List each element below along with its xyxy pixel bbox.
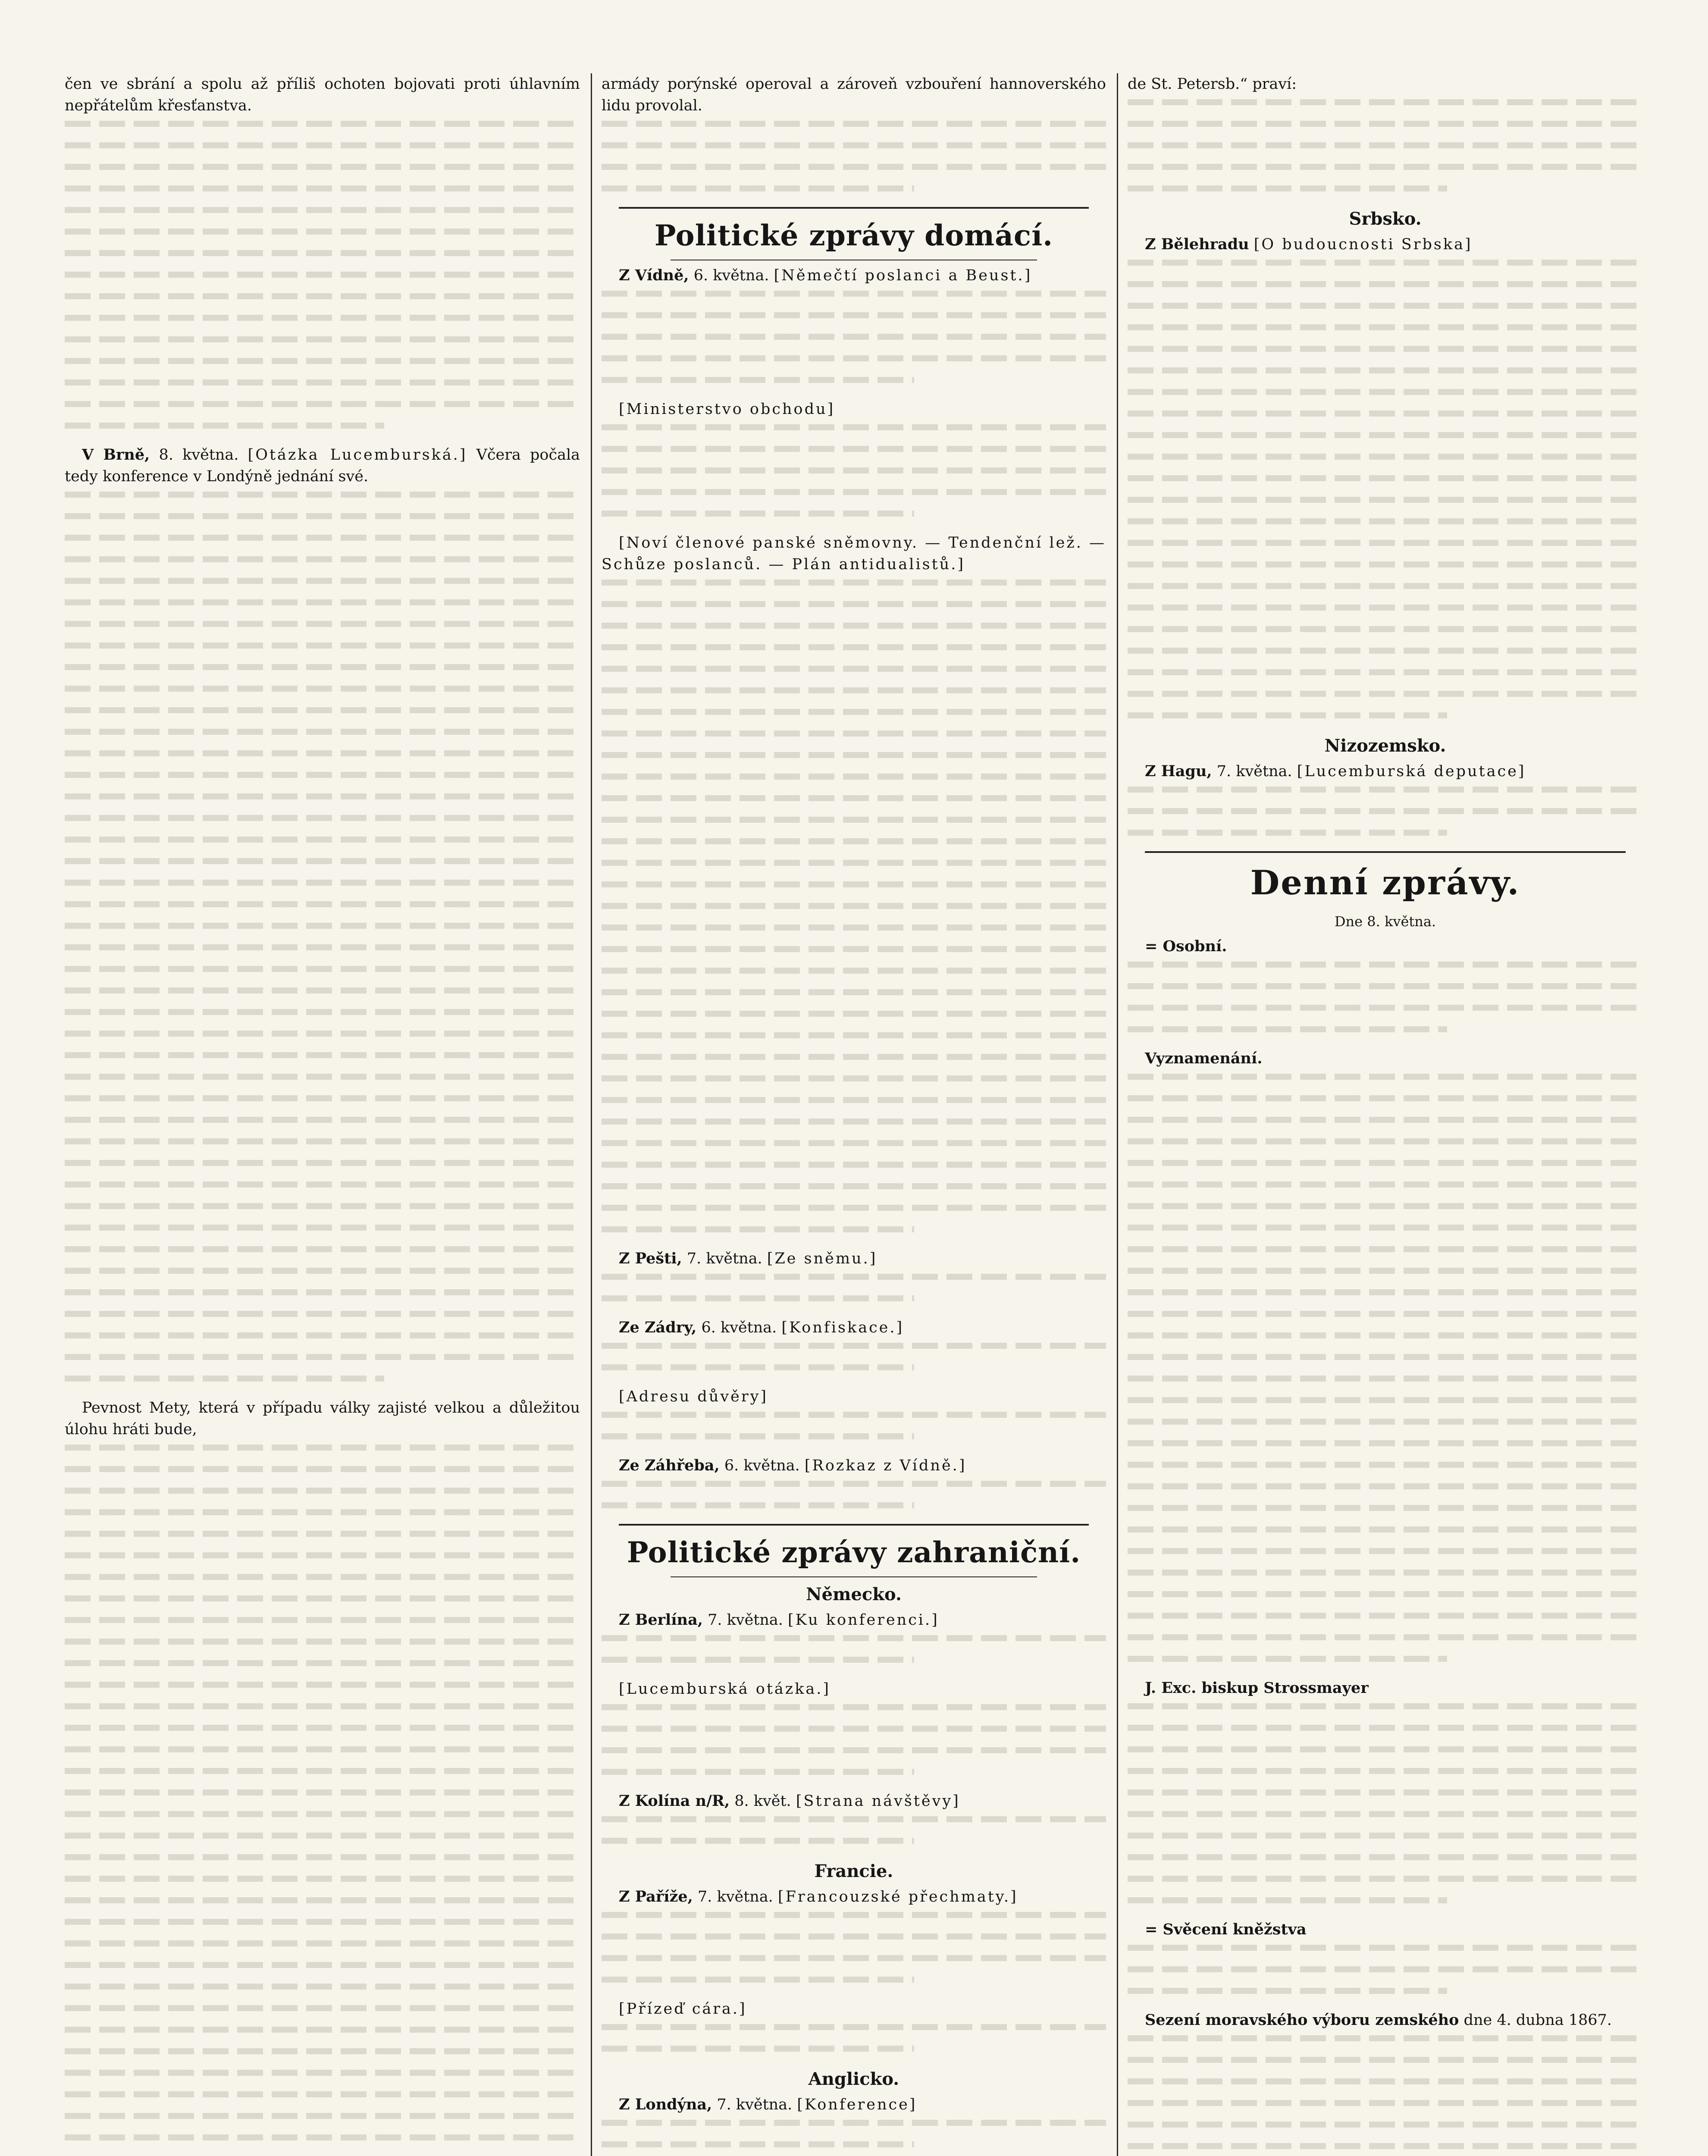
column-divider <box>591 73 592 2156</box>
dateline-date: 7. května. <box>1216 763 1292 780</box>
illegible-body-text <box>602 1635 1106 1663</box>
newspaper-page <box>65 73 1643 2156</box>
illegible-body-text <box>602 2120 1106 2147</box>
article-continuation: de St. Petersb.“ praví: <box>1128 75 1297 93</box>
illegible-body-text <box>602 424 1106 517</box>
article-topic: [Ze sněmu.] <box>767 1250 878 1267</box>
article-topic: [Ku konferenci.] <box>788 1611 939 1629</box>
illegible-body-text <box>1128 99 1643 191</box>
dateline-place: Z Hagu, <box>1145 762 1212 780</box>
section-rule <box>619 207 1089 209</box>
illegible-body-text <box>602 1481 1106 1508</box>
illegible-body-text <box>602 580 1106 1232</box>
article-pest <box>602 1248 1106 1269</box>
article-topic: [Francouzské přechmaty.] <box>777 1888 1018 1905</box>
illegible-body-text <box>602 121 1106 191</box>
article-topic: [Strana návštěvy] <box>796 1792 960 1810</box>
illegible-body-text <box>602 1412 1106 1439</box>
country-heading-netherlands: Nizozemsko. <box>1324 736 1446 756</box>
dateline-place: Z Londýna, <box>619 2096 712 2113</box>
dateline-date: 6. května. <box>701 1319 777 1336</box>
article-topic: [Lucemburská otázka.] <box>619 1680 831 1698</box>
article-topic: [Noví členové panské sněmovny. — Tendenční lež. — Schůze poslanců. — Plán antidualistů.] <box>602 534 1106 573</box>
section-rule <box>1145 851 1626 853</box>
dateline-place: Ze Záhřeba, <box>619 1457 720 1474</box>
item-heading: = Svěcení kněžstva <box>1145 1921 1307 1938</box>
item-heading: Sezení moravského výboru zemského <box>1145 2011 1459 2029</box>
column-left <box>65 73 580 2156</box>
article-vienna <box>602 265 1106 286</box>
article-metz <box>65 1397 580 1440</box>
dateline-date: 7. května. <box>708 1611 783 1629</box>
article-new-members <box>602 532 1106 575</box>
dateline-place: Z Paříže, <box>619 1888 693 1905</box>
illegible-body-text <box>1128 962 1643 1032</box>
article-berlin <box>602 1609 1106 1631</box>
illegible-body-text <box>1128 787 1643 836</box>
illegible-body-text <box>602 1816 1106 1844</box>
illegible-body-text <box>602 1912 1106 1983</box>
item-heading: Vyznamenání. <box>1145 1050 1263 1067</box>
daily-committee <box>1128 2009 1643 2031</box>
article-topic: [Ministerstvo obchodu] <box>619 401 835 418</box>
illegible-body-text <box>602 1274 1106 1301</box>
article-luxembourg <box>602 1678 1106 1700</box>
article-fragment: Včera počala tedy konference v Londýně jednání své. <box>65 446 580 485</box>
article-ministry <box>602 398 1106 420</box>
section-title-foreign: Politické zprávy zahraniční. <box>627 1536 1081 1569</box>
country-heading-france: Francie. <box>814 1861 893 1881</box>
dateline-place: Ze Zádry, <box>619 1319 697 1336</box>
article-paris <box>602 1886 1106 1908</box>
dateline-date: 6. května. <box>724 1457 800 1474</box>
article-continuation: čen ve sbrání a spolu až příliš ochoten bojovati proti úhlavním nepřátelům křesťanstva. <box>65 75 580 114</box>
article-topic: [Přízeď cára.] <box>619 2000 747 2018</box>
section-title-daily: Denní zprávy. <box>1250 863 1520 903</box>
article-continuation: armády porýnské operoval a zároveň vzbouření hannoverského lidu provolal. <box>602 75 1106 114</box>
daily-strossmayer <box>1128 1677 1643 1699</box>
dateline-date: 7. května. <box>698 1888 773 1905</box>
dateline-place: Z Pešti, <box>619 1250 682 1267</box>
article-zagreb <box>602 1455 1106 1476</box>
illegible-body-text <box>1128 1703 1643 1903</box>
article-fragment: Pevnost Mety, která v případu války zajisté velkou a důležitou úlohu hráti bude, <box>65 1399 580 1438</box>
item-date: dne 4. dubna 1867. <box>1464 2012 1612 2029</box>
article-london <box>602 2094 1106 2115</box>
illegible-body-text <box>1128 1074 1643 1662</box>
illegible-body-text <box>65 492 580 1382</box>
item-heading: = Osobní. <box>1145 937 1227 955</box>
column-right <box>1128 73 1643 2156</box>
section-rule <box>671 1576 1037 1577</box>
article-hague <box>1128 761 1643 782</box>
article-topic: [Němečtí poslanci a Beust.] <box>774 267 1032 284</box>
illegible-body-text <box>1128 260 1643 718</box>
dateline-place: Z Bělehradu <box>1145 235 1249 253</box>
column-middle <box>602 73 1106 2156</box>
section-rule <box>619 1524 1089 1526</box>
dateline-date: 6. května. <box>693 267 769 284</box>
section-title-domestic: Politické zprávy domácí. <box>654 219 1053 252</box>
article-topic: [Lucemburská deputace] <box>1297 763 1526 780</box>
dateline-date: 8. květ. <box>734 1792 791 1810</box>
dateline-place: Z Vídně, <box>619 266 689 284</box>
dateline-place: Z Kolína n/R, <box>619 1792 730 1810</box>
dateline-place: V Brně, <box>82 446 150 464</box>
article-topic: [Konference] <box>797 2096 917 2113</box>
illegible-body-text <box>602 291 1106 383</box>
country-heading-serbia: Srbsko. <box>1349 209 1422 229</box>
article-address <box>602 1386 1106 1407</box>
article-topic: [Konfiskace.] <box>781 1319 904 1336</box>
article-topic: [Otázka Lucemburská.] <box>248 446 467 464</box>
article-brno <box>65 444 580 487</box>
illegible-body-text <box>1128 1945 1643 1994</box>
illegible-body-text <box>1128 2035 1643 2156</box>
item-heading: J. Exc. biskup Strossmayer <box>1145 1679 1369 1697</box>
illegible-body-text <box>65 1445 580 2156</box>
article-zadar <box>602 1317 1106 1338</box>
illegible-body-text <box>602 1343 1106 1370</box>
dateline-date: 7. května. <box>686 1250 762 1267</box>
column-divider <box>1117 73 1118 2156</box>
illegible-body-text <box>602 1704 1106 1775</box>
daily-ordination <box>1128 1919 1643 1940</box>
dateline-date: 7. května. <box>717 2096 793 2113</box>
illegible-body-text <box>65 121 580 429</box>
dateline-place: Z Berlína, <box>619 1611 703 1629</box>
daily-appointments <box>1128 1048 1643 1069</box>
article-topic: [Adresu důvěry] <box>619 1388 768 1405</box>
article-cologne <box>602 1790 1106 1812</box>
dateline-date: 8. května. <box>159 446 239 464</box>
country-heading-germany: Německo. <box>806 1584 902 1604</box>
article-belgrade <box>1128 234 1643 255</box>
country-heading-england: Anglicko. <box>808 2069 899 2089</box>
daily-personal <box>1128 936 1643 957</box>
article-hearsay <box>602 1998 1106 2020</box>
article-topic: [Rozkaz z Vídně.] <box>804 1457 967 1474</box>
illegible-body-text <box>602 2024 1106 2052</box>
article-topic: [O budoucnosti Srbska] <box>1254 236 1473 253</box>
section-date: Dne 8. května. <box>1334 913 1436 930</box>
